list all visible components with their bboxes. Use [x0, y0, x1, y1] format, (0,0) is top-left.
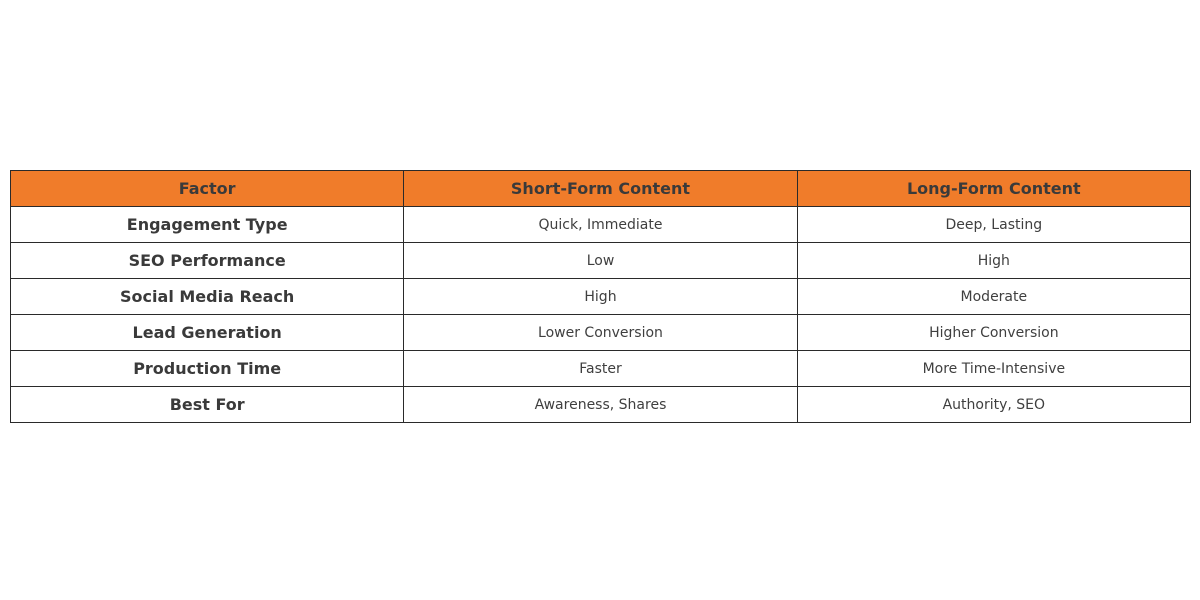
table-row — [11, 279, 1191, 315]
comparison-table — [10, 170, 1191, 423]
long-form-cell: Authority, SEO — [797, 387, 1190, 423]
table-row — [11, 315, 1191, 351]
factor-cell: Lead Generation — [11, 315, 404, 351]
short-form-cell: Quick, Immediate — [404, 207, 797, 243]
short-form-cell: High — [404, 279, 797, 315]
header-short-form: Short-Form Content — [404, 171, 797, 207]
table-row — [11, 351, 1191, 387]
long-form-cell: More Time-Intensive — [797, 351, 1190, 387]
long-form-cell: Higher Conversion — [797, 315, 1190, 351]
factor-cell: Production Time — [11, 351, 404, 387]
short-form-cell: Faster — [404, 351, 797, 387]
factor-cell: Engagement Type — [11, 207, 404, 243]
long-form-cell: High — [797, 243, 1190, 279]
factor-cell: Social Media Reach — [11, 279, 404, 315]
header-factor: Factor — [11, 171, 404, 207]
table-header — [11, 171, 1191, 207]
header-row — [11, 171, 1191, 207]
short-form-cell: Awareness, Shares — [404, 387, 797, 423]
factor-cell: Best For — [11, 387, 404, 423]
long-form-cell: Moderate — [797, 279, 1190, 315]
header-long-form: Long-Form Content — [797, 171, 1190, 207]
table-body — [11, 207, 1191, 423]
table-row — [11, 207, 1191, 243]
short-form-cell: Low — [404, 243, 797, 279]
factor-cell: SEO Performance — [11, 243, 404, 279]
table-row — [11, 387, 1191, 423]
short-form-cell: Lower Conversion — [404, 315, 797, 351]
long-form-cell: Deep, Lasting — [797, 207, 1190, 243]
table-row — [11, 243, 1191, 279]
